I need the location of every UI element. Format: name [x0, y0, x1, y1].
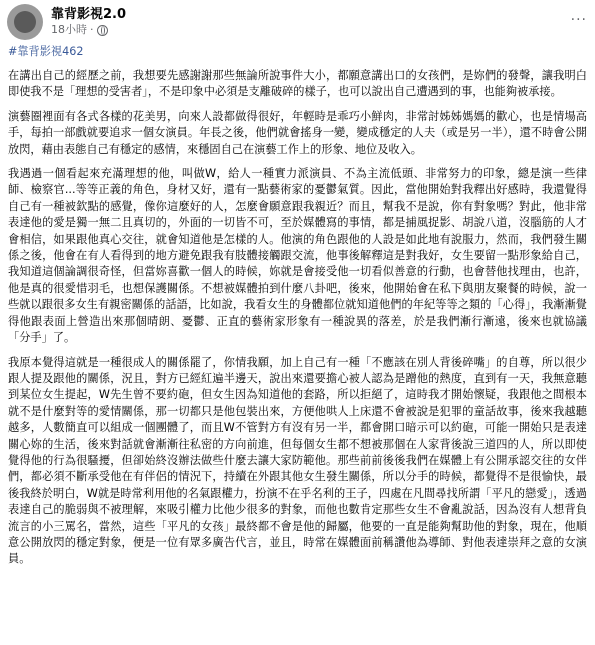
- avatar-image: [14, 11, 36, 33]
- post-time-link[interactable]: 18小時: [51, 23, 87, 36]
- meta-separator: ·: [90, 23, 94, 36]
- post-header: [0, 0, 595, 44]
- globe-icon: [97, 25, 108, 36]
- page-avatar[interactable]: [7, 4, 43, 40]
- post-paragraph: 演藝圈裡面有各式各樣的花美男，向來人設都做得很好，年輕時是乖巧小鮮肉，非常討姊姊媽媽的歡心，也是情場高手，每拍一部戲就要追求一個女演員。年長之後，他們就會搖身一變，變成穩定的人夫（或是另一半），還不時會公開放閃，藉由表態自己有穩定的感情，來穩固自己在演藝工作上的形象、地位及收入。: [8, 109, 587, 156]
- post-meta: [51, 7, 126, 37]
- more-options-icon[interactable]: ···: [570, 12, 587, 28]
- post-paragraph: 我原本覺得這就是一種很成人的關係罷了，你情我願，加上自己有一種「不應該在別人背後碎嘴」的自尊，所以很少跟人提及跟他的關係，況且，對方已經紅遍半邊天，說出來還要擔心被人認為是蹭他的熱度，直到有一天，我無意聽到某位女生提起，W先生曾不要約砲，但女生因為知道他的套路，所以拒絕了，這時我才開始懷疑，我跟他之間根本就不是什麼對等的愛情關係，那一切都只是他包裝出來，方便他哄人上床還不會被說是犯罪的童話故事，後來我越聽越多，人數簡直可以組成一個團體了，而且W不管對方有沒有另一半，都會開口暗示可以約砲，可能一開始只是表達關心妳的生活，後來對話就會漸漸往私密的方向前進，但每個女生都不想被那個在人家背後說三道四的人，所以即使覺得他的行為很騷擾，但卻始終沒辦法做些什麼去讓大家防範他。那些前前後後我們在媒體上有公開承認交往的女伴們，都必須不斷承受他在有伴侶的情況下，持續在外跟其他女生發生關係，所以分手的時候，都覺得不是很愉快，最後我終於明白，W就是時常利用他的名氣跟權力，扮演不在乎名利的王子，四處在凡間尋找所謂「平凡的戀愛」，透過表達自己的脆弱與不被理解，來吸引權力比他少很多的對象，而他也數肯定那些女生不會亂說話，因為沒有人想背負流言的小三罵名，當然，這些「平凡的女孩」最終都不會是他的歸屬，他要的一直是能夠幫助他的對象，現在，他順意公開放閃的穩定對象，便是一位有眾多廣告代言，並且，時常在媒體面前稱讚他為導師、對他表達崇拜之意的女演員。: [8, 355, 587, 566]
- post-body: [0, 44, 595, 568]
- hashtag-link[interactable]: #靠背影視462: [8, 45, 84, 58]
- post-subline: [51, 23, 126, 37]
- post-paragraph: 我遇過一個看起來充滿理想的他，叫做W，給人一種實力派演員、不為主流低頭、非常努力的印象，總是演一些律師、檢察官...等等正義的角色，身材又好，還有一點藝術家的憂鬱氣質。因此，當他開始對我釋出好感時，我還覺得自己有一種被欽點的感覺，像你這麼好的人，怎麼會願意跟我親近？而且，幫我不是說，你有對象嗎？對此，他非常表達他的愛是獨一無二且真切的，外面的一切皆不可，至於媒體寫的事情，都是捕風捉影、胡說八道，沒腦筋的人才會相信，如果跟他真心交往，就會知道他是怎樣的人。他演的角色跟他的人設是如此地有說服力，然而，我們發生關係之後，他會在有人看得到的地方避免跟我有肢體接觸跟交流，他事後解釋這是對我好，女生要留一點形象給自己，我知道這個論調很奇怪，但當妳喜歡一個人的時候，妳就是會接受他一切看似善意的行動，也會替他找理由，也許，他是真的很愛惜羽毛，也想保護關係。不想被媒體拍到什麼八卦吧，後來，他開始會在私下與朋友聚餐的時候，說一些就以跟很多女生有親密關係的話語，比如說，我看女生的身體都位就知道他們的年紀等等之類的「心得」，我漸漸覺得他跟表面上營造出來那個晴朗、憂鬱、正直的藝術家形象有一種說異的落差，於是我們漸行漸遠，後來也就協議「分手」了。: [8, 167, 587, 345]
- page-name-link[interactable]: 靠背影視2.0: [51, 7, 127, 22]
- post-paragraph: 在講出自己的經歷之前，我想要先感謝謝那些無論所說事件大小，都願意講出口的女孩們，是妳們的發聲，讓我明白即使我不是「理想的受害者」，不是印象中必須是支離破碎的樣子，也可以說出自己遭遇到的事，也能夠被承接。: [8, 69, 587, 99]
